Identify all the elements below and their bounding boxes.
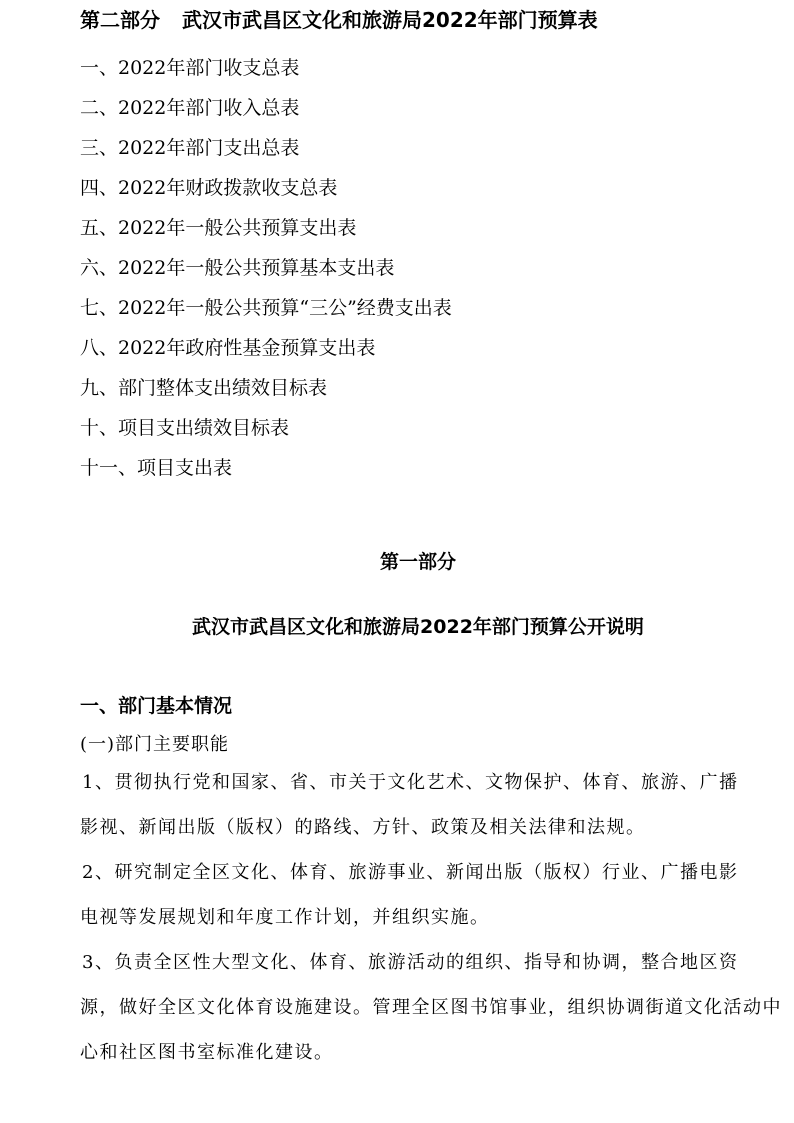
paragraph-line: 1、贯彻执行党和国家、省、市关于文化艺术、文物保护、体育、旅游、广播 — [82, 772, 739, 793]
part-two-label: 第二部分 — [80, 8, 160, 32]
section-heading: 一、部门基本情况 — [80, 695, 233, 717]
toc-item: 七、2022年一般公共预算“三公”经费支出表 — [80, 297, 452, 319]
part-one-label: 第一部分 — [379, 551, 456, 573]
toc-item: 四、2022年财政拨款收支总表 — [80, 177, 338, 199]
part-one-title: 武汉市武昌区文化和旅游局2022年部门预算公开说明 — [192, 616, 644, 638]
toc-item: 十、项目支出绩效目标表 — [80, 417, 290, 439]
paragraph-line: 影视、新闻出版（版权）的路线、方针、政策及相关法律和法规。 — [80, 817, 646, 838]
toc-item: 六、2022年一般公共预算基本支出表 — [80, 257, 395, 279]
toc-item: 一、2022年部门收支总表 — [80, 57, 300, 79]
sub-heading: (一)部门主要职能 — [80, 734, 230, 755]
toc-item: 九、部门整体支出绩效目标表 — [80, 377, 328, 399]
paragraph-line: 电视等发展规划和年度工作计划，并组织实施。 — [80, 907, 490, 928]
paragraph-line: 2、研究制定全区文化、体育、旅游事业、新闻出版（版权）行业、广播电影 — [82, 862, 739, 883]
paragraph-duty-2 — [80, 850, 752, 940]
paragraph-line: 源，做好全区文化体育设施建设。管理全区图书馆事业，组织协调街道文化活动中 — [80, 997, 782, 1018]
paragraph-duty-1 — [80, 760, 752, 850]
paragraph-line: 心和社区图书室标准化建设。 — [80, 1042, 334, 1063]
paragraph-line: 3、负责全区性大型文化、体育、旅游活动的组织、指导和协调，整合地区资 — [82, 952, 739, 973]
toc-item: 五、2022年一般公共预算支出表 — [80, 217, 357, 239]
part-two-title: 武汉市武昌区文化和旅游局2022年部门预算表 — [182, 8, 598, 32]
toc-item: 三、2022年部门支出总表 — [80, 137, 300, 159]
paragraph-duty-3 — [80, 940, 782, 1075]
toc-item: 八、2022年政府性基金预算支出表 — [80, 337, 376, 359]
toc-item: 十一、项目支出表 — [80, 457, 233, 479]
toc-item: 二、2022年部门收入总表 — [80, 97, 300, 119]
budget-table-list — [80, 50, 452, 490]
part-two-heading — [80, 4, 598, 36]
